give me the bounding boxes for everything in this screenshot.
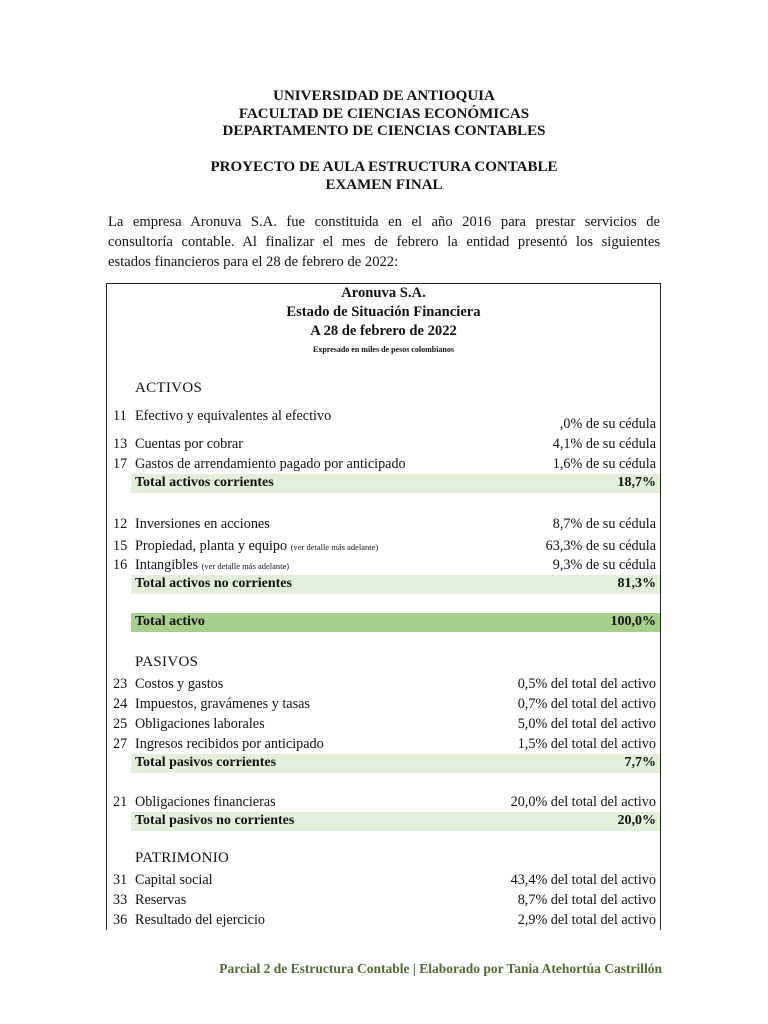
intro-line-1: La empresa Aronuva S.A. fue constituida en el año 2016 para prestar servicios de (108, 214, 660, 230)
project-line-2: EXAMEN FINAL (325, 176, 443, 193)
account-value: 63,3% de su cédula (545, 538, 656, 554)
account-value: 1,5% del total del activo (517, 736, 656, 752)
table-row (107, 676, 660, 696)
account-value: 0,7% del total del activo (517, 696, 656, 712)
table-row (107, 716, 660, 736)
account-label: Costos y gastos (135, 676, 224, 692)
page-footer: Parcial 2 de Estructura Contable | Elaborado por Tania Atehortúa Castrillón (219, 961, 662, 976)
pasivos-heading: PASIVOS (135, 654, 199, 670)
account-code: 31 (113, 872, 128, 888)
activos-heading: ACTIVOS (135, 380, 203, 396)
table-row (107, 872, 660, 892)
total-value: 81,3% (617, 576, 656, 591)
account-code: 24 (113, 696, 128, 712)
department-name: DEPARTAMENTO DE CIENCIAS CONTABLES (222, 123, 546, 139)
account-value: 0,5% del total del activo (517, 676, 656, 692)
account-label: Obligaciones financieras (135, 794, 276, 810)
account-code: 25 (113, 716, 128, 732)
intro-line-3: estados financieros para el 28 de febrero de 2022: (108, 254, 399, 270)
account-label: Inversiones en acciones (135, 516, 270, 532)
account-code: 16 (113, 557, 128, 573)
account-code: 36 (113, 912, 128, 928)
account-label (135, 538, 378, 555)
account-code: 12 (113, 516, 128, 532)
account-value: 5,0% del total del activo (517, 716, 656, 732)
total-activo-row (131, 613, 660, 632)
total-value: 20,0% (617, 813, 656, 828)
account-label: Gastos de arrendamiento pagado por anticipado (135, 456, 406, 472)
patrimonio-heading: PATRIMONIO (135, 850, 230, 866)
faculty-name: FACULTAD DE CIENCIAS ECONÓMICAS (238, 105, 530, 122)
total-activos-no-corrientes-row (131, 575, 660, 594)
statement-title: Estado de Situación Financiera (286, 304, 481, 320)
total-label: Total pasivos corrientes (135, 755, 277, 770)
account-value: 1,6% de su cédula (552, 456, 656, 472)
account-label-text: Propiedad, planta y equipo (135, 538, 288, 554)
total-activos-corrientes-row (131, 474, 660, 493)
total-label: Total pasivos no corrientes (135, 813, 295, 828)
account-code: 33 (113, 892, 128, 908)
detail-note: (ver detalle más adelante) (290, 542, 379, 552)
table-row (107, 696, 660, 716)
account-label: Obligaciones laborales (135, 716, 265, 732)
table-row (107, 794, 660, 814)
total-value: 18,7% (617, 475, 656, 490)
account-label: Ingresos recibidos por anticipado (135, 736, 324, 752)
account-label: Cuentas por cobrar (135, 436, 243, 452)
table-row (107, 892, 660, 912)
account-value: 8,7% del total del activo (517, 892, 656, 908)
statement-date: A 28 de febrero de 2022 (310, 323, 457, 339)
project-title (0, 159, 768, 194)
account-value: 43,4% del total del activo (510, 872, 656, 888)
table-row (107, 557, 660, 577)
account-label: Efectivo y equivalentes al efectivo (135, 408, 332, 424)
total-pasivos-corrientes-row (131, 754, 660, 773)
table-row (107, 408, 660, 432)
account-label-text: Intangibles (135, 557, 199, 573)
table-row (107, 456, 660, 476)
project-line-1: PROYECTO DE AULA ESTRUCTURA CONTABLE (210, 159, 558, 175)
account-value: 9,3% de su cédula (552, 557, 656, 573)
document-header (0, 88, 768, 141)
table-row (107, 516, 660, 536)
table-row (107, 736, 660, 756)
balance-sheet-table (106, 283, 661, 930)
account-label: Capital social (135, 872, 213, 888)
currency-note: Expresado en miles de pesos colombianos (313, 345, 454, 354)
account-code: 17 (113, 456, 128, 472)
account-value: 2,9% del total del activo (517, 912, 656, 928)
total-label: Total activos no corrientes (135, 576, 292, 591)
university-name: UNIVERSIDAD DE ANTIOQUIA (273, 88, 495, 104)
account-code: 15 (113, 538, 128, 554)
account-label: Resultado del ejercicio (135, 912, 266, 928)
intro-line-2: consultoría contable. Al finalizar el mes de febrero la entidad presentó los siguientes (108, 234, 660, 250)
total-label: Total activos corrientes (135, 475, 274, 490)
detail-note: (ver detalle más adelante) (201, 561, 290, 571)
table-row (107, 538, 660, 558)
account-label (135, 557, 289, 574)
account-value: ,0% de su cédula (559, 416, 656, 432)
account-value: 20,0% del total del activo (510, 794, 656, 810)
company-name: Aronuva S.A. (341, 285, 426, 301)
account-code: 23 (113, 676, 128, 692)
total-value: 100,0% (610, 614, 656, 629)
account-label: Reservas (135, 892, 187, 908)
account-value: 8,7% de su cédula (552, 516, 656, 532)
total-value: 7,7% (624, 755, 656, 770)
account-code: 27 (113, 736, 128, 752)
intro-paragraph (108, 212, 660, 272)
account-value: 4,1% de su cédula (552, 436, 656, 452)
total-pasivos-no-corrientes-row (131, 812, 660, 831)
total-label: Total activo (135, 614, 205, 629)
table-row (107, 436, 660, 456)
account-label: Impuestos, gravámenes y tasas (135, 696, 310, 712)
account-code: 21 (113, 794, 128, 810)
account-code: 13 (113, 436, 128, 452)
account-code: 11 (113, 408, 127, 424)
table-row (107, 912, 660, 932)
